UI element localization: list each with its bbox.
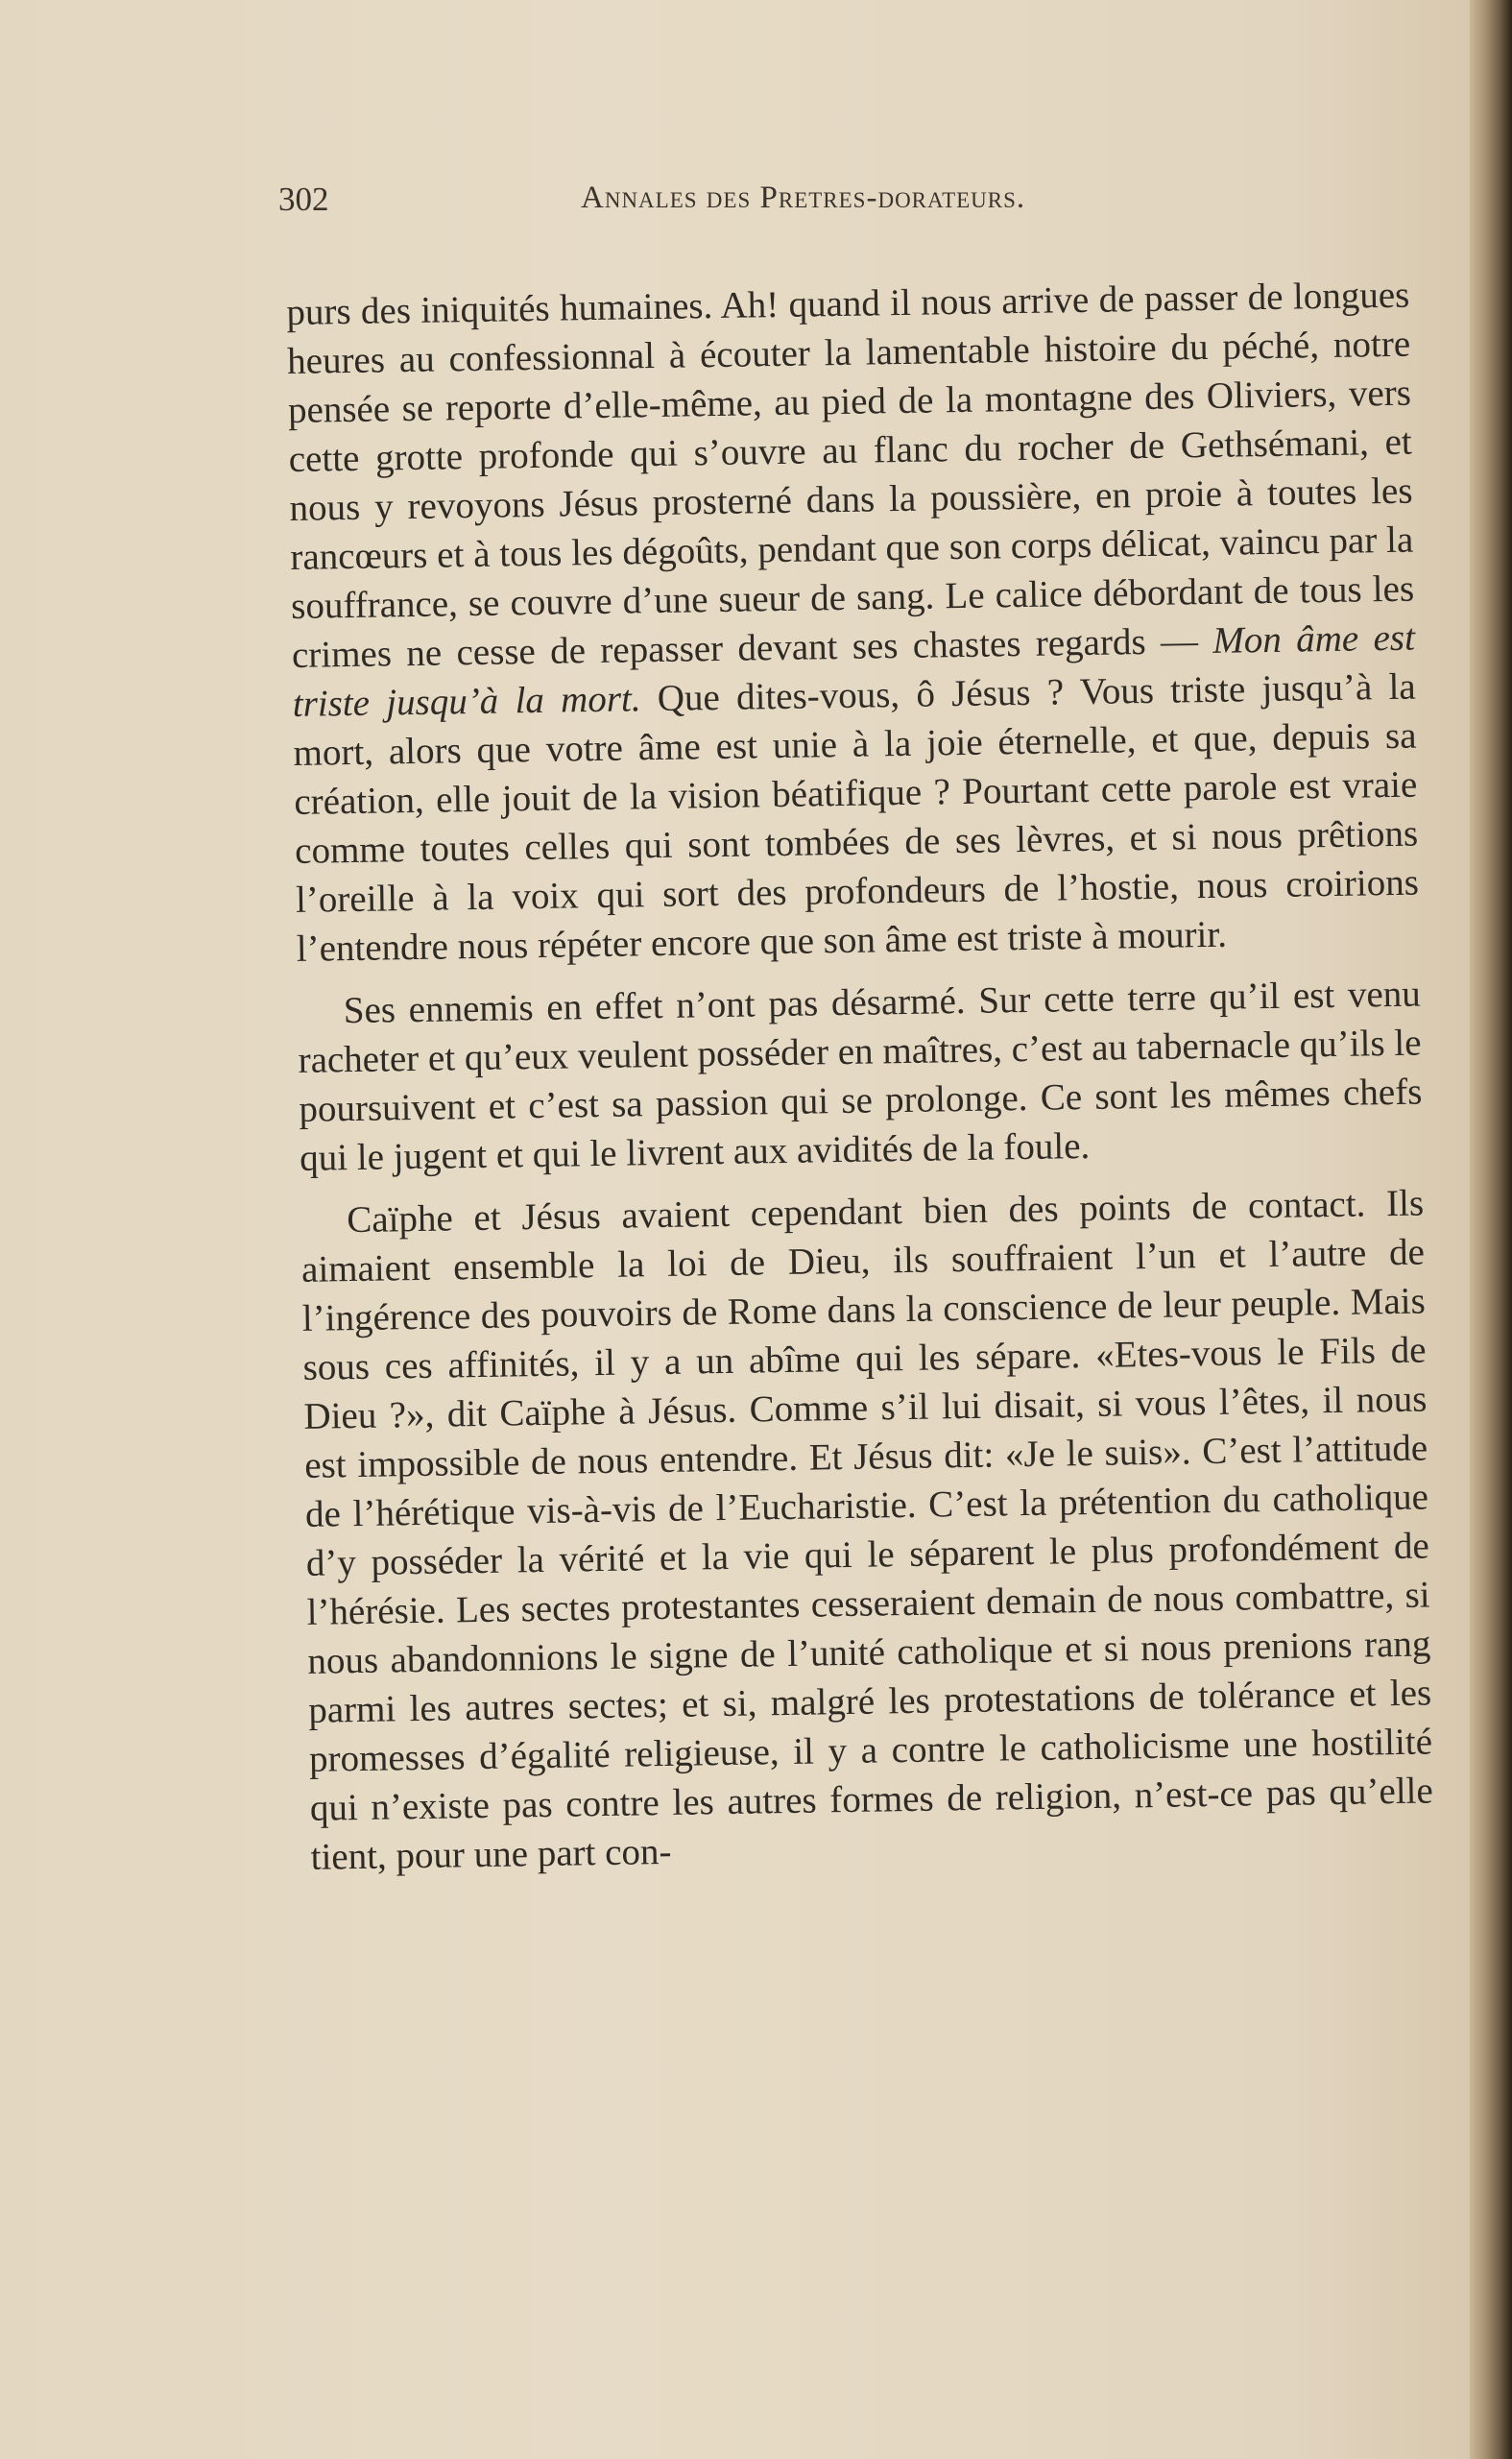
paragraph-1-quote: Mon âme est triste jusqu’à la mort.: [292, 616, 1416, 725]
paragraph-1-text-a: purs des iniquités humaines. Ah! quand il nous arrive de passer de longues heures au confessionnal à écouter la lamentable histoire du péché, notre pensée se reporte d’elle-même, au pied de la montagne des Oliviers, vers cette grotte profonde qui s’ouvre au flanc du rocher de Gethsémani, et nous y revoyons Jésus prosterné dans la poussière, en proie à toutes les rancœurs et à tous les dégoûts, pendant que son corps délicat, vaincu par la souffrance, se couvre d’une sueur de sang. Le calice débordant de tous les crimes ne cesse de repasser devant ses chastes regards —: [286, 274, 1415, 676]
body-text: [286, 271, 1434, 1882]
paragraph-1: [286, 271, 1420, 974]
running-title: Annales des Pretres-dorateurs.: [581, 181, 1026, 215]
page-number: 302: [278, 181, 329, 218]
page-edge-shadow: [1470, 0, 1512, 2459]
running-header: [278, 181, 1142, 229]
paragraph-2: Ses ennemis en effet n’ont pas désarmé. Sur cette terre qu’il est venu racheter et qu’eux veulent posséder en maîtres, c’est au tabernacle qu’ils le poursuivent et c’est sa passion qui se prolonge. Ce sont les mêmes chefs qui le jugent et qui le livrent aux avidités de la foule.: [298, 973, 1423, 1179]
paragraph-3: Caïphe et Jésus avaient cependant bien des points de contact. Ils aimaient ensemble la loi de Dieu, ils souffraient l’un et l’autre de l’ingérence des pouvoirs de Rome dans la conscience de leur peuple. Mais sous ces affinités, il y a un abîme qui les sépare. «Etes-vous le Fils de Dieu ?», dit Caïphe à Jésus. Comme s’il lui disait, si vous l’êtes, il nous est impossible de nous entendre. Et Jésus dit: «Je le suis». C’est l’attitude de l’hérétique vis-à-vis de l’Eucharistie. C’est la prétention du catholique d’y posséder la vérité et la vie qui le séparent le plus profondément de l’hérésie. Les sectes protestantes cesseraient demain de nous combattre, si nous abandonnions le signe de l’unité catholique et si nous prenions rang parmi les autres sectes; et si, malgré les protestations de tolérance et les promesses d’égalité religieuse, il y a contre le catholicisme une hostilité qui n’existe pas contre les autres formes de religion, n’est-ce pas qu’elle tient, pour une part con-: [300, 1182, 1434, 1878]
paragraph-1-text-b: Que dites-vous, ô Jésus ? Vous triste jusqu’à la mort, alors que votre âme est unie à la joie éternelle, et que, depuis sa création, elle jouit de la vision béatifique ? Pourtant cette parole est vraie comme toutes celles qui sont tombées de ses lèvres, et si nous prêtions l’oreille à la voix qui sort des profondeurs de l’hostie, nous croirions l’entendre nous répéter encore que son âme est triste à mourir.: [293, 665, 1420, 970]
